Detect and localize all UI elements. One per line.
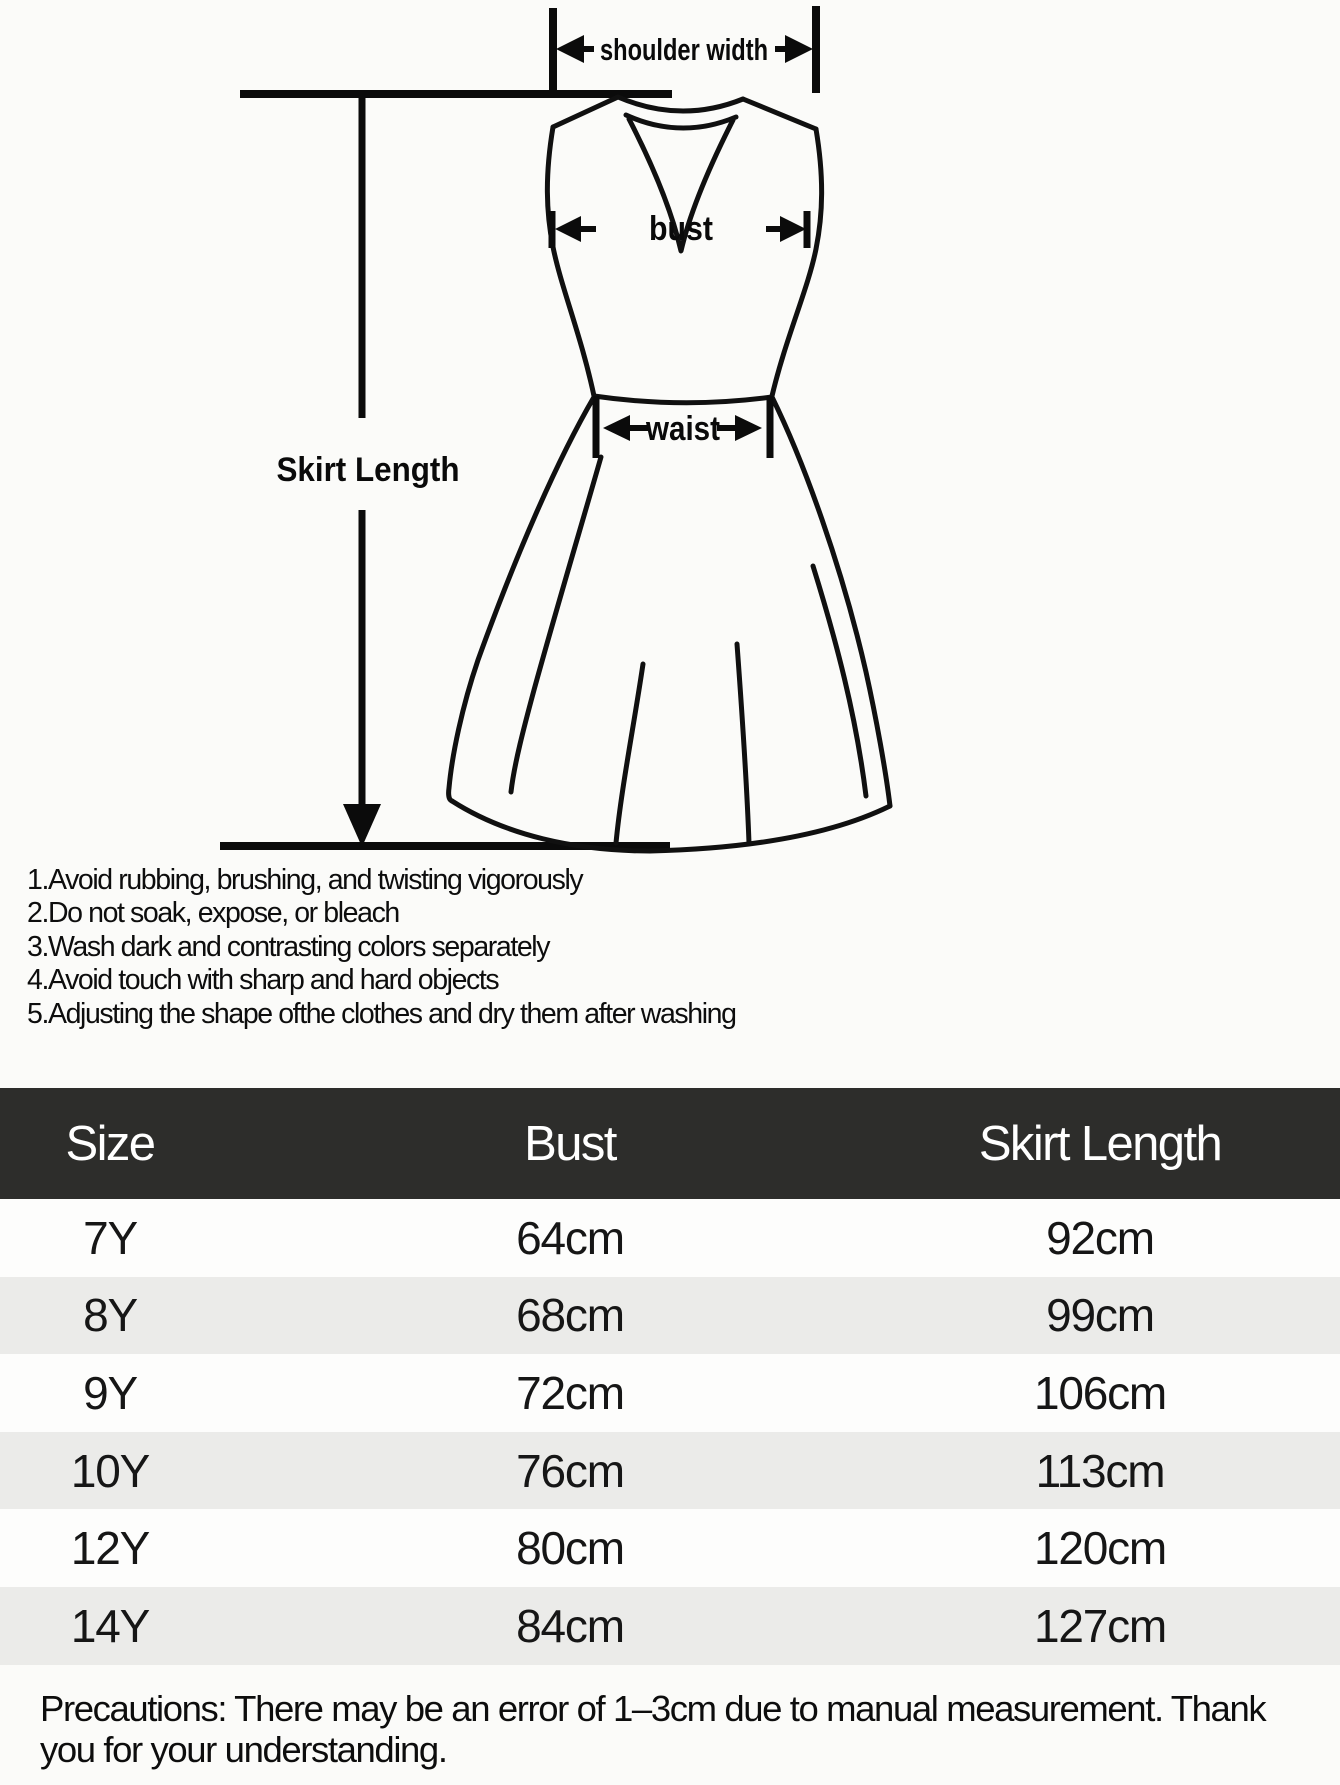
skirt-length-label: Skirt Length <box>276 451 460 489</box>
care-instruction-line: 4.Avoid touch with sharp and hard objects <box>27 964 499 997</box>
right-arrow-icon <box>785 35 813 63</box>
table-row <box>0 1277 1340 1355</box>
bust-measure <box>552 210 807 248</box>
dress-measurement-diagram <box>0 0 1340 862</box>
cell-skirt-length: 127cm <box>1033 1599 1167 1652</box>
cell-size: 7Y <box>83 1211 137 1264</box>
waist-measure <box>596 396 770 458</box>
care-instruction-line: 3.Wash dark and contrasting colors separately <box>27 930 550 963</box>
size-table-header <box>0 1088 1340 1199</box>
cell-size: 9Y <box>83 1366 137 1419</box>
skirt-length-measure <box>220 94 672 847</box>
care-instruction-line: 2.Do not soak, expose, or bleach <box>27 897 399 930</box>
table-row <box>0 1587 1340 1665</box>
size-table <box>0 1088 1340 1665</box>
right-arrow-icon <box>780 216 806 242</box>
care-instruction-line: 5.Adjusting the shape ofthe clothes and dry them after washing <box>27 997 736 1030</box>
shoulder-width-label: shoulder width <box>600 32 768 67</box>
cell-bust: 76cm <box>516 1444 624 1497</box>
down-arrow-icon <box>343 804 381 847</box>
left-arrow-icon <box>555 216 581 242</box>
waist-label: waist <box>645 410 720 448</box>
cell-bust: 72cm <box>516 1366 624 1419</box>
header-skirt-length: Skirt Length <box>978 1116 1222 1171</box>
cell-size: 12Y <box>70 1522 150 1575</box>
table-row <box>0 1509 1340 1587</box>
bust-label: bust <box>649 210 713 248</box>
cell-skirt-length: 113cm <box>1035 1444 1165 1497</box>
skirt-fold-line <box>511 457 601 792</box>
cell-skirt-length: 92cm <box>1046 1211 1154 1264</box>
cell-skirt-length: 106cm <box>1033 1366 1167 1419</box>
care-instruction-line: 1.Avoid rubbing, brushing, and twisting vigorously <box>27 864 583 896</box>
cell-bust: 84cm <box>516 1599 624 1652</box>
header-bust: Bust <box>524 1116 616 1171</box>
cell-size: 14Y <box>70 1599 150 1652</box>
skirt-fold-line <box>616 664 643 843</box>
table-row <box>0 1432 1340 1510</box>
cell-bust: 68cm <box>516 1289 624 1342</box>
cell-skirt-length: 99cm <box>1046 1289 1154 1342</box>
skirt-fold-line <box>813 566 866 796</box>
right-arrow-icon <box>735 415 762 441</box>
skirt-fold-line <box>737 644 749 843</box>
cell-skirt-length: 120cm <box>1033 1522 1167 1575</box>
precautions-note: Precautions: There may be an error of 1–3cm due to manual measurement. Thank you for your understanding. <box>40 1688 1266 1770</box>
left-arrow-icon <box>556 35 584 63</box>
cell-bust: 64cm <box>516 1211 624 1264</box>
table-row <box>0 1199 1340 1277</box>
table-row <box>0 1354 1340 1432</box>
care-instructions <box>27 864 1330 1031</box>
cell-bust: 80cm <box>516 1522 624 1575</box>
header-size: Size <box>65 1116 155 1171</box>
cell-size: 8Y <box>83 1289 137 1342</box>
cell-size: 10Y <box>70 1444 150 1497</box>
shoulder-width-measure <box>553 6 816 96</box>
left-arrow-icon <box>603 415 630 441</box>
